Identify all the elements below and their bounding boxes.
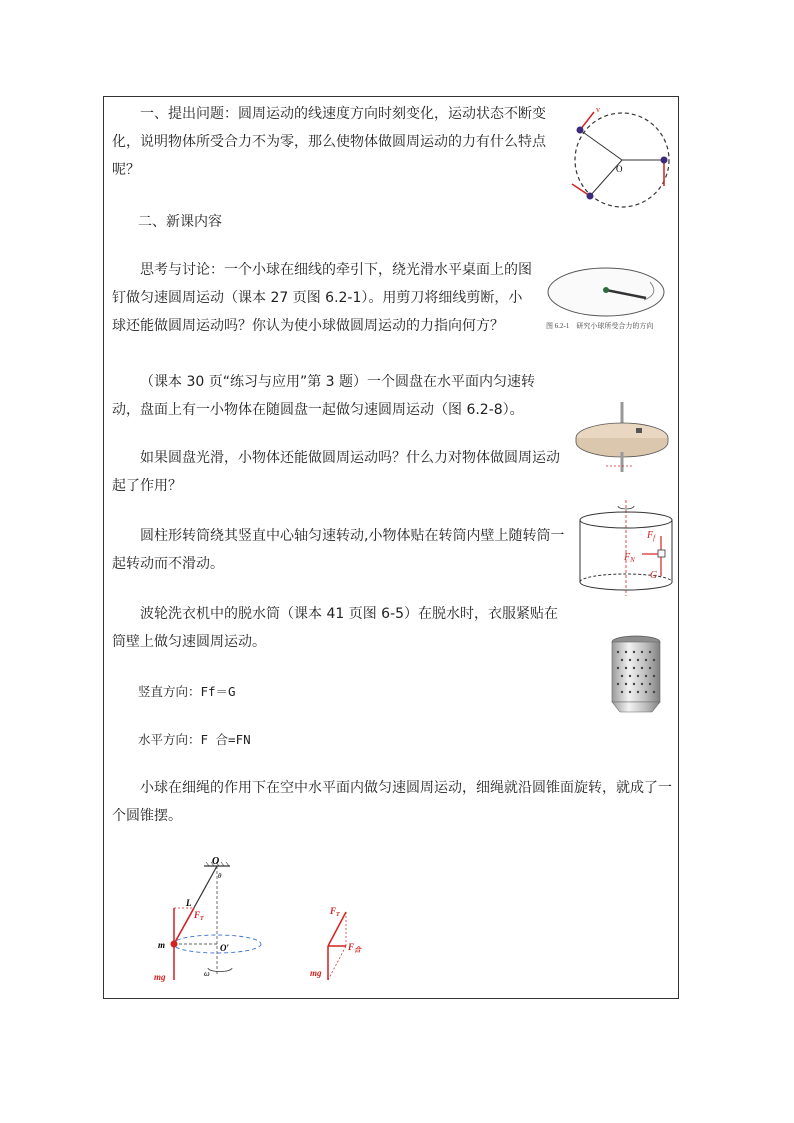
omega-label: ω: [204, 969, 210, 978]
ball-marker: [587, 193, 594, 200]
cylinder-paragraph: 圆柱形转筒绕其竖直中心轴匀速转动,小物体贴在转筒内壁上随转筒一起转动而不滑动。: [112, 528, 565, 572]
pendulum-bob: [171, 941, 178, 948]
velocity-label: v: [596, 105, 600, 114]
weight-label: mg: [310, 968, 322, 978]
ball-marker: [661, 157, 668, 164]
question-paragraph: 一、提出问题：圆周运动的线速度方向时刻变化，运动状态不断变化，说明物体所受合力不为零，那么使物体做圆周运动的力有什么特点呢？: [112, 106, 546, 178]
gravity-label: G: [650, 570, 658, 581]
disk-paragraph: （课本 30 页“练习与应用”第 3 题）一个圆盘在水平面内匀速转动，盘面上有一小物体在随圆盘一起做匀速圆周运动（图 6.2-8）。: [112, 374, 536, 418]
mass-label: m: [158, 940, 166, 950]
normal-force-label: $F_N$: [624, 552, 635, 564]
tension-label: $F_T$: [194, 910, 204, 922]
washer-paragraph: 波轮洗衣机中的脱水筒（课本 41 页图 6-5）在脱水时，衣服紧贴在筒壁上做匀速圆周运动。: [112, 606, 559, 650]
circular-motion-figure: [566, 104, 678, 212]
conical-pendulum-figure: [148, 856, 278, 986]
net-force-label: $F_合$: [348, 942, 362, 954]
tension-label: $F_T$: [330, 906, 340, 918]
friction-label: $F_f$: [647, 530, 656, 542]
discussion-paragraph: 思考与讨论：一个小球在细线的牵引下，绕光滑水平桌面上的图钉做匀速圆周运动（课本 27 页图 6.2-1）。用剪刀将细线剪断，小球还能做圆周运动吗？你认为使小球做圆周运动的力指向何方？: [112, 262, 532, 334]
pin-icon: [603, 287, 609, 293]
figure-caption: 图 6.2-1 研究小球所受合力的方向: [546, 322, 654, 330]
theta-label: θ: [218, 872, 222, 880]
force-triangle-figure: [308, 896, 368, 986]
center-label: O′: [220, 943, 230, 953]
small-object: [636, 428, 642, 433]
pivot-label: O: [212, 856, 220, 867]
length-label: L: [186, 898, 192, 908]
ball-marker: [577, 127, 584, 134]
rotating-disk-figure: [574, 400, 674, 482]
weight-label: mg: [154, 972, 166, 982]
disk-question: 如果圆盘光滑，小物体还能做圆周运动吗？什么力对物体做圆周运动起了作用？: [112, 450, 560, 494]
section-heading: 二、新课内容: [138, 214, 222, 230]
spin-drum-figure: [606, 634, 666, 720]
rotating-cylinder-figure: [572, 498, 676, 598]
table-circle-figure: [546, 266, 668, 332]
horizontal-equation: 水平方向：F 合=FN: [138, 732, 251, 747]
vertical-equation: 竖直方向：Ff＝G: [138, 684, 236, 699]
pendulum-paragraph: 小球在细绳的作用下在空中水平面内做匀速圆周运动，细绳就沿圆锥面旋转，就成了一个圆锥摆。: [112, 780, 672, 824]
center-label: O: [616, 164, 623, 174]
